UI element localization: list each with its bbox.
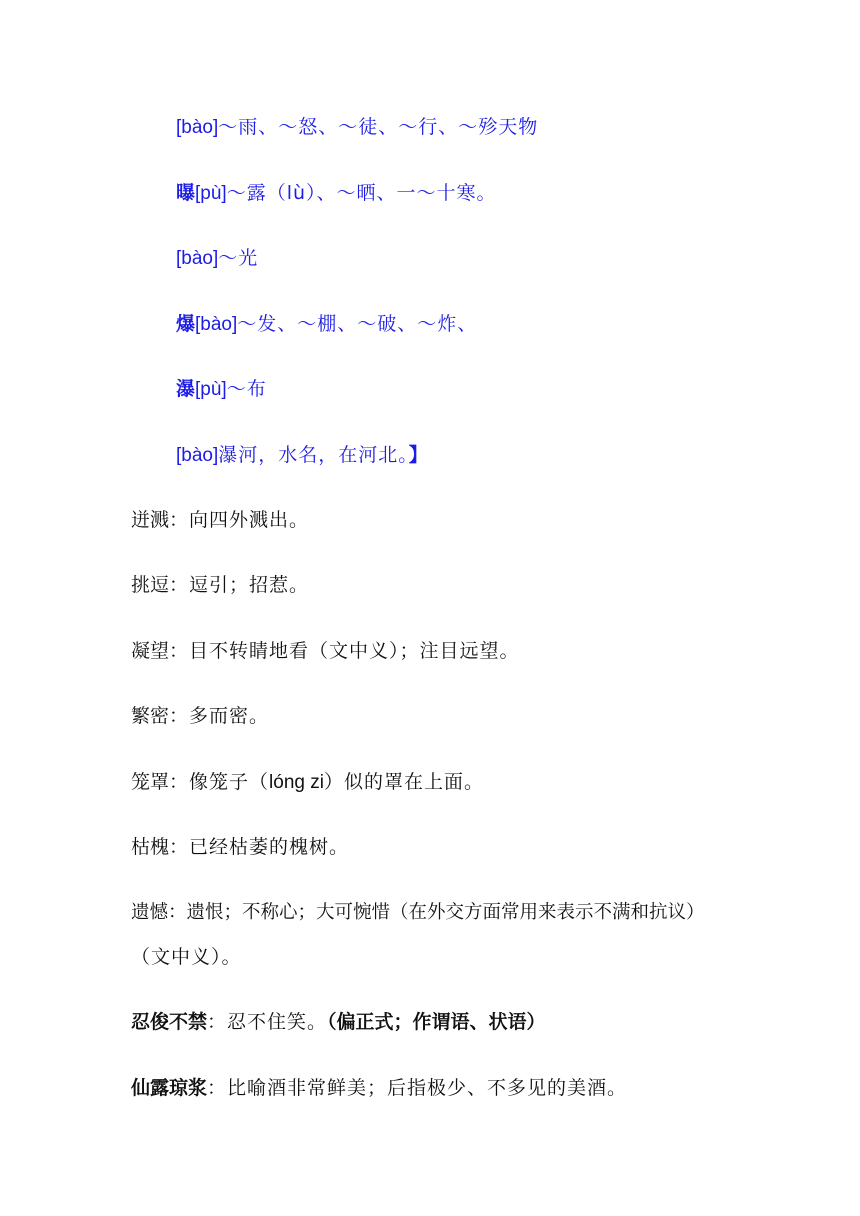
entry-longzhao	[131, 769, 484, 796]
note-line-bao-3	[176, 311, 477, 338]
entry-bengjian	[131, 507, 309, 533]
entry-term: 挑逗	[131, 574, 170, 596]
pinyin: [pù]	[195, 183, 227, 204]
entry-definition: ：忍不住笑。	[207, 1011, 328, 1033]
entry-definition: ：向四外溅出。	[169, 509, 310, 531]
entry-ningwang	[131, 638, 520, 664]
entry-definition: ：逗引；招惹。	[169, 574, 310, 596]
character-head: 曝	[176, 182, 196, 204]
pinyin: [bào]	[195, 314, 238, 335]
entry-renjunbujin	[131, 1009, 546, 1035]
entry-fanmi	[131, 703, 269, 729]
note-text: 瀑河，水名，在河北。	[218, 444, 409, 466]
entry-term: 遗憾	[131, 902, 169, 923]
entry-term: 枯槐	[131, 836, 170, 858]
entry-xianluqiongjiang	[131, 1075, 627, 1101]
closing-bracket: 】	[408, 444, 428, 466]
pinyin: [bào]	[176, 445, 219, 466]
entry-term: 笼罩	[131, 771, 170, 793]
note-line-pu-2	[176, 376, 267, 403]
entry-definition: ：已经枯萎的槐树。	[169, 836, 350, 858]
note-line-bao-4	[176, 442, 428, 469]
entry-term: 迸溅	[131, 509, 170, 531]
entry-tiaodou	[131, 572, 309, 598]
note-line-pu-1	[176, 180, 497, 207]
character-head: 爆	[176, 313, 196, 335]
pinyin: [bào]	[176, 117, 219, 138]
note-line-bao-2	[176, 245, 258, 272]
note-line-bao-1	[176, 114, 538, 141]
pinyin: [pù]	[195, 379, 227, 400]
note-text: ～布	[226, 378, 267, 400]
entry-definition: ：像笼子（	[169, 771, 270, 793]
note-text: ～露（lù）、～晒、一～十寒。	[226, 182, 497, 204]
entry-definition: ：遗恨；不称心；大可惋惜（在外交方面常用来表示不满和抗议）	[168, 902, 705, 923]
character-head: 瀑	[176, 378, 196, 400]
entry-term: 繁密	[131, 705, 170, 727]
entry-pinyin: lóng zi	[269, 772, 324, 793]
entry-kuhuai	[131, 834, 349, 860]
entry-definition-continued: （文中义）。	[131, 946, 242, 968]
pinyin: [bào]	[176, 248, 219, 269]
entry-note: （偏正式；作谓语、状语）	[327, 1011, 546, 1033]
entry-definition: ）似的罩在上面。	[323, 771, 484, 793]
entry-yihan-continuation	[131, 944, 242, 970]
entry-term: 凝望	[131, 640, 170, 662]
note-text: ～发、～棚、～破、～炸、	[237, 313, 478, 335]
entry-yihan	[131, 900, 705, 926]
note-text: ～光	[218, 247, 259, 269]
entry-term: 仙露琼浆	[131, 1077, 208, 1099]
entry-term: 忍俊不禁	[131, 1011, 208, 1033]
note-text: ～雨、～怒、～徒、～行、～殄天物	[218, 116, 539, 138]
entry-definition: ：多而密。	[169, 705, 270, 727]
entry-definition: ：目不转睛地看（文中义）；注目远望。	[169, 640, 520, 662]
entry-definition: ：比喻酒非常鲜美；后指极少、不多见的美酒。	[207, 1077, 628, 1099]
